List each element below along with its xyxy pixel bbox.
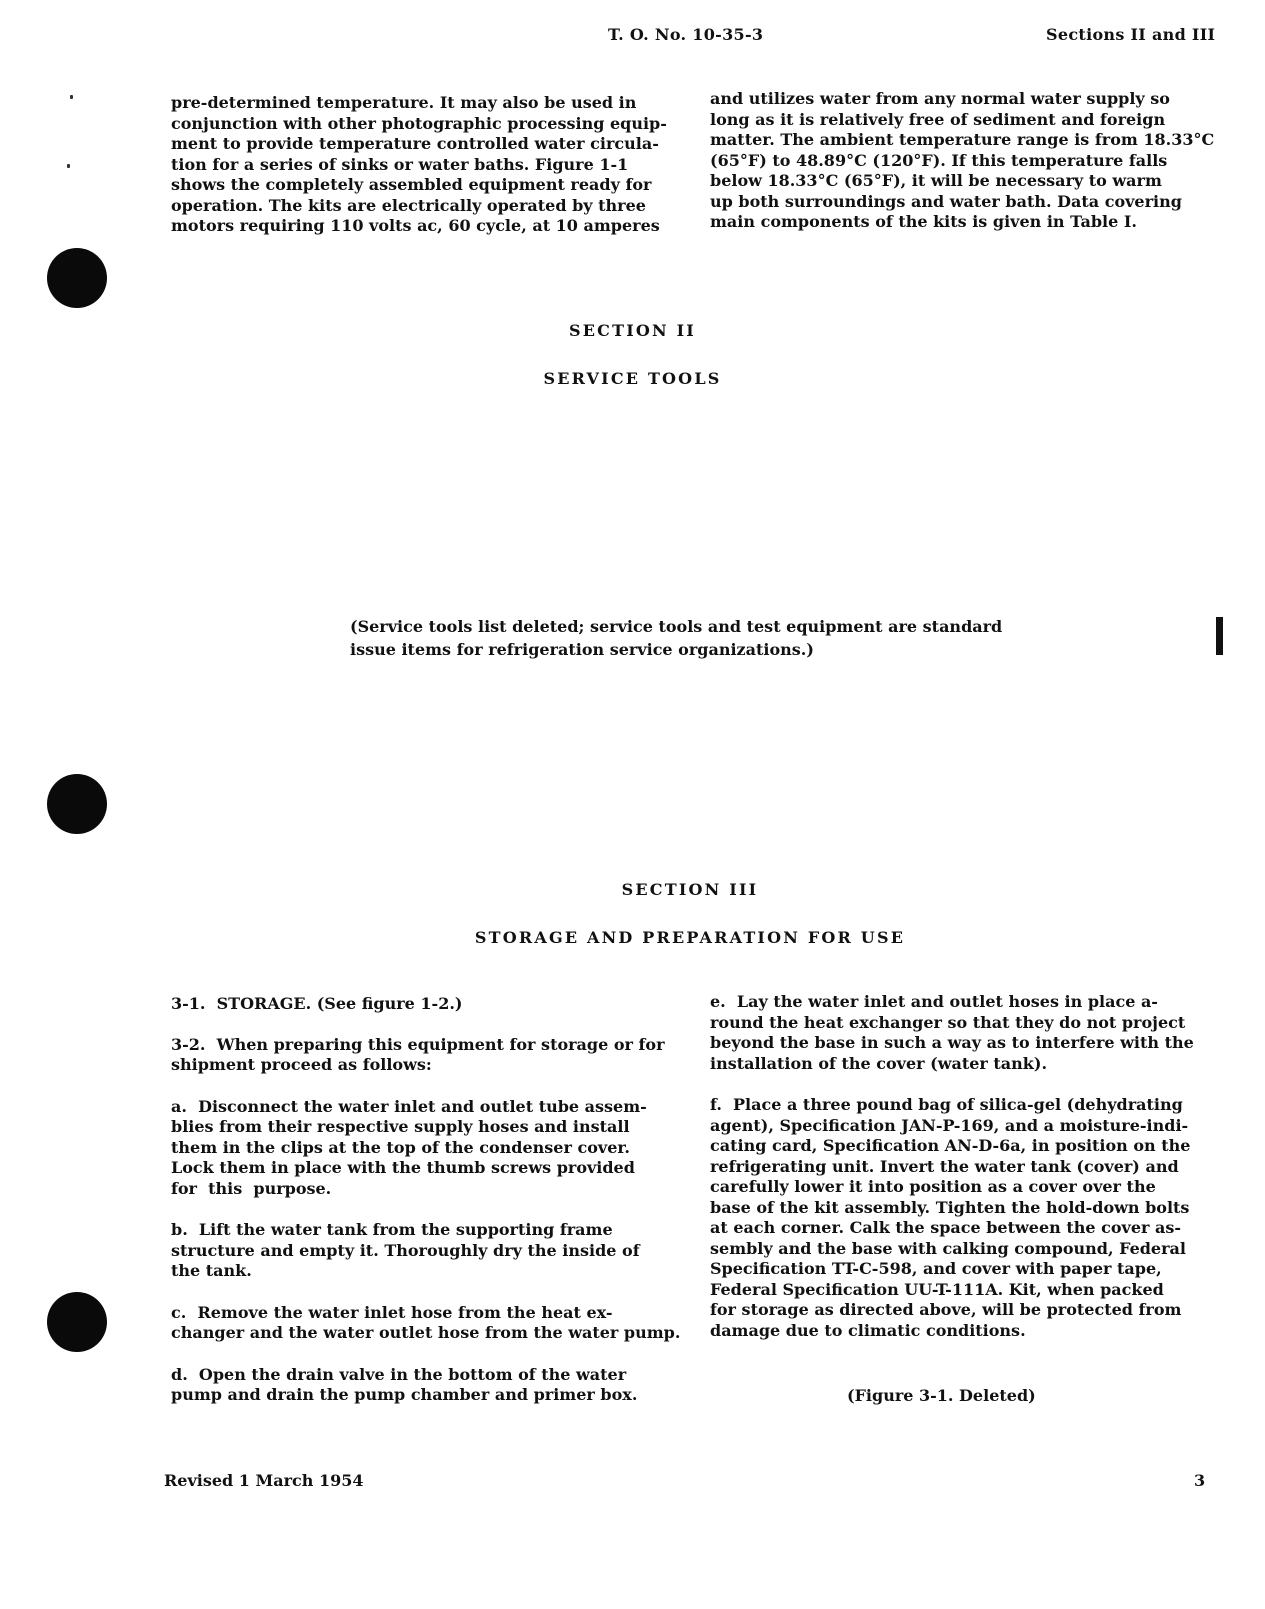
text-line: 3-2. When preparing this equipment for storage or for [171, 1034, 665, 1054]
text-line: tion for a series of sinks or water baths. Figure 1-1 [171, 154, 629, 174]
text-line: base of the kit assembly. Tighten the hold-down bolts [710, 1197, 1190, 1217]
text-line: below 18.33°C (65°F), it will be necessary to warm [710, 171, 1162, 190]
text-line: shipment proceed as follows: [171, 1055, 432, 1074]
text-line: up both surroundings and water bath. Data covering [710, 191, 1182, 211]
paragraph [710, 1095, 1208, 1341]
text-line: Federal Specification UU-T-111A. Kit, when packed [710, 1279, 1164, 1299]
text-line: pump and drain the pump chamber and primer box. [171, 1385, 638, 1404]
text-line: for storage as directed above, will be protected from [710, 1300, 1182, 1319]
text-line: carefully lower it into position as a cover over the [710, 1177, 1156, 1196]
text-line: blies from their respective supply hoses and install [171, 1117, 630, 1136]
text-line: b. Lift the water tank from the supporting frame [171, 1220, 613, 1239]
text-line: installation of the cover (water tank). [710, 1053, 1048, 1073]
paragraph [171, 1035, 667, 1076]
section-3-right-column [710, 992, 1208, 1341]
text-line: 3-1. STORAGE. (See figure 1-2.) [171, 994, 463, 1013]
text-line: round the heat exchanger so that they do not project [710, 1012, 1186, 1032]
section-2-heading: SECTION II [569, 321, 696, 340]
text-line: c. Remove the water inlet hose from the heat ex- [171, 1302, 613, 1322]
change-bar [1216, 617, 1223, 655]
text-line: long as it is relatively free of sediment and foreign [710, 109, 1166, 129]
revision-date: Revised 1 March 1954 [164, 1471, 364, 1490]
text-line: damage due to climatic conditions. [710, 1320, 1026, 1340]
intro-left-column [171, 93, 667, 237]
figure-deleted-note: (Figure 3-1. Deleted) [847, 1386, 1036, 1405]
text-line: agent), Specification JAN-P-169, and a moisture-indi- [710, 1115, 1189, 1135]
text-line: shows the completely assembled equipment ready for [171, 175, 652, 194]
section-2-title: SERVICE TOOLS [543, 369, 722, 388]
text-line: Specification TT-C-598, and cover with paper tape, [710, 1259, 1162, 1278]
text-line: (65°F) to 48.89°C (120°F). If this temperature falls [710, 150, 1168, 170]
text-line: main components of the kits is given in Table I. [710, 212, 1137, 231]
punch-hole-top [47, 248, 107, 308]
section-3-title: STORAGE AND PREPARATION FOR USE [474, 928, 906, 947]
punch-hole-bottom [47, 1292, 107, 1352]
text-line: operation. The kits are electrically operated by three [171, 195, 646, 215]
text-line: ment to provide temperature controlled water circula- [171, 134, 659, 153]
paragraph [171, 994, 667, 1015]
paragraph [710, 992, 1208, 1074]
service-tools-note-line-1: (Service tools list deleted; service tools and test equipment are standard [350, 617, 1003, 636]
text-line: the tank. [171, 1261, 252, 1280]
text-line: structure and empty it. Thoroughly dry the inside of [171, 1240, 640, 1260]
section-label: Sections II and III [1046, 25, 1216, 44]
text-line: and utilizes water from any normal water supply so [710, 89, 1170, 108]
paragraph [171, 1302, 681, 1344]
text-line: changer and the water outlet hose from the water pump. [171, 1323, 681, 1342]
doc-number: T. O. No. 10-35-3 [608, 25, 764, 44]
text-line: motors requiring 110 volts ac, 60 cycle, at 10 amperes [171, 216, 660, 235]
text-line: Lock them in place with the thumb screws provided [171, 1158, 635, 1177]
text-line: beyond the base in such a way as to interfere with the [710, 1033, 1194, 1052]
text-line: cating card, Specification AN-D-6a, in position on the [710, 1136, 1191, 1155]
scan-speck [67, 164, 70, 168]
intro-right-column [710, 89, 1215, 233]
paragraph [171, 1365, 667, 1406]
text-line: e. Lay the water inlet and outlet hoses in place a- [710, 992, 1158, 1011]
paragraph [171, 1097, 667, 1200]
text-line: for this purpose. [171, 1178, 332, 1198]
text-line: f. Place a three pound bag of silica-gel (dehydrating [710, 1095, 1183, 1114]
section-3-left-column [171, 994, 681, 1406]
page-number: 3 [1194, 1471, 1206, 1490]
text-line: sembly and the base with calking compound, Federal [710, 1238, 1186, 1258]
scan-speck [70, 95, 73, 99]
text-line: pre-determined temperature. It may also be used in [171, 93, 637, 112]
text-line: matter. The ambient temperature range is from 18.33°C [710, 130, 1215, 149]
paragraph [171, 1220, 667, 1282]
text-line: conjunction with other photographic processing equip- [171, 113, 667, 133]
text-line: them in the clips at the top of the condenser cover. [171, 1137, 630, 1157]
text-line: refrigerating unit. Invert the water tank (cover) and [710, 1156, 1179, 1176]
service-tools-note-line-2: issue items for refrigeration service organizations.) [350, 640, 814, 659]
text-line: a. Disconnect the water inlet and outlet tube assem- [171, 1096, 647, 1116]
section-3-heading: SECTION III [621, 880, 759, 899]
text-line: at each corner. Calk the space between the cover as- [710, 1218, 1182, 1237]
text-line: d. Open the drain valve in the bottom of the water [171, 1364, 627, 1384]
punch-hole-middle [47, 774, 107, 834]
